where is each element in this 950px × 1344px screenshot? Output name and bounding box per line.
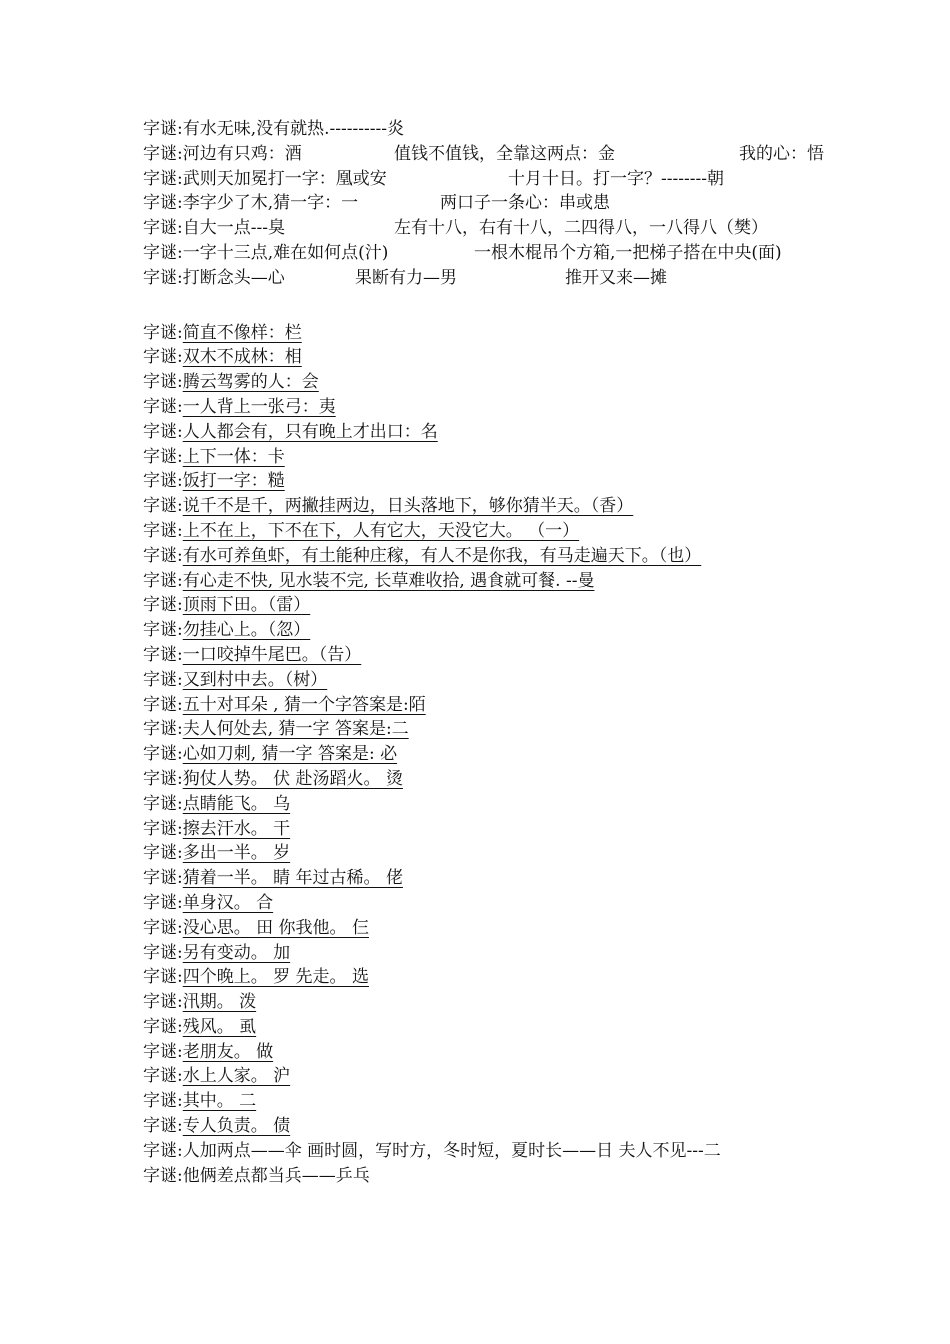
riddle-answer-text: 残风。 虱 [182,1016,257,1037]
riddle-prefix: 字谜: [143,620,183,641]
riddle-text: 推开又来—摊 [565,267,667,288]
riddle-answer-text: 老朋友。 做 [182,1041,274,1062]
riddle-line [143,1089,863,1114]
riddle-prefix: 字谜: [143,1066,183,1087]
riddle-text: 字谜:李字少了木,猜一字：一 [143,193,359,214]
riddle-answer-text: 人人都会有，只有晚上才出口：名 [182,421,438,442]
riddle-text: 字谜:他俩差点都当兵——乒乓 [143,1165,370,1186]
riddle-line [143,420,863,445]
riddle-prefix: 字谜: [143,967,183,988]
riddle-line [143,891,863,916]
riddle-text: 字谜:一字十三点,难在如何点(汁) [143,242,389,263]
riddle-line [143,519,863,544]
riddle-line [143,266,863,291]
riddle-line [143,841,863,866]
riddle-answer-text: 有水可养鱼虾，有土能种庄稼，有人不是你我，有马走遍天下。（也） [182,545,702,566]
riddle-line [143,191,863,216]
riddle-line [143,1114,863,1139]
riddle-line [143,916,863,941]
riddle-text: 字谜:自大一点---臭 [143,218,285,239]
riddle-answer-text: 简直不像样：栏 [182,322,302,343]
riddle-prefix: 字谜: [143,347,183,368]
riddle-answer-text: 专人负责。 债 [182,1116,291,1137]
riddle-line [143,668,863,693]
riddle-prefix: 字谜: [143,322,183,343]
riddle-answer-text: 双木不成林：相 [182,347,302,368]
riddle-line [143,370,863,395]
riddle-answer-text: 四个晚上。 罗 先走。 选 [182,967,369,988]
riddle-prefix: 字谜: [143,669,183,690]
riddle-line [143,643,863,668]
riddle-text: 左有十八，右有十八，二四得八，一八得八（樊） [394,218,768,239]
riddle-answer-text: 勿挂心上。（忽） [182,620,311,641]
riddle-line [143,593,863,618]
riddle-prefix: 字谜: [143,1116,183,1137]
riddle-prefix: 字谜: [143,868,183,889]
riddle-text: 我的心：悟 [739,143,824,164]
riddle-prefix: 字谜: [143,793,183,814]
riddle-prefix: 字谜: [143,471,183,492]
riddle-prefix: 字谜: [143,1041,183,1062]
riddle-prefix: 字谜: [143,942,183,963]
riddle-line [143,142,863,167]
riddle-line [143,544,863,569]
riddle-prefix: 字谜: [143,421,183,442]
riddle-text: 字谜:武则天加冕打一字：凰或安 [143,168,387,189]
riddle-text: 字谜:人加两点——伞 画时圆，写时方，冬时短，夏时长——日 夫人不见---二 [143,1140,721,1161]
riddle-line [143,569,863,594]
riddle-line [143,767,863,792]
riddle-line [143,1015,863,1040]
riddle-prefix: 字谜: [143,744,183,765]
riddle-line [143,693,863,718]
riddle-answer-text: 狗仗人势。 伏 赴汤蹈火。 烫 [182,768,403,789]
riddle-answer-text: 顶雨下田。（雷） [182,595,311,616]
riddle-answer-text: 五十对耳朵 , 猜一个字答案是:陌 [182,694,426,715]
riddle-prefix: 字谜: [143,1016,183,1037]
riddle-answer-text: 另有变动。 加 [182,942,291,963]
riddle-text: 字谜:打断念头—心 [143,267,285,288]
riddle-answer-text: 汛期。 泼 [182,992,257,1013]
riddle-list [143,117,863,1188]
riddle-line [143,866,863,891]
riddle-text: 果断有力—男 [355,267,457,288]
riddle-prefix: 字谜: [143,570,183,591]
riddle-answer-text: 单身汉。 合 [182,892,274,913]
riddle-prefix: 字谜: [143,545,183,566]
riddle-line [143,990,863,1015]
riddle-line [143,1139,863,1164]
riddle-answer-text: 心如刀刺, 猜一字 答案是: 必 [182,744,398,765]
riddle-answer-text: 一人背上一张弓：夷 [182,396,336,417]
riddle-prefix: 字谜: [143,694,183,715]
riddle-answer-text: 一口咬掉牛尾巴。（告） [182,644,362,665]
riddle-prefix: 字谜: [143,520,183,541]
riddle-answer-text: 其中。 二 [182,1091,257,1112]
riddle-line [143,742,863,767]
riddle-text: 十月十日。打一字？--------朝 [508,168,724,189]
riddle-line [143,965,863,990]
riddle-line [143,941,863,966]
riddle-prefix: 字谜: [143,396,183,417]
riddle-answer-text: 又到村中去。（树） [182,669,328,690]
riddle-text: 值钱不值钱，全靠这两点：金 [394,143,615,164]
riddle-line [143,117,863,142]
riddle-prefix: 字谜: [143,644,183,665]
riddle-answer-text: 猜着一半。 睛 年过古稀。 佬 [182,868,403,889]
riddle-text: 一根木棍吊个方箱,一把梯子搭在中央(面) [474,242,782,263]
riddle-answer-text: 有心走不快, 见水装不完, 长草难收拾, 遇食就可餐. --曼 [182,570,595,591]
riddle-line [143,216,863,241]
riddle-block [143,321,863,1139]
riddle-answer-text: 上下一体：卡 [182,446,285,467]
riddle-line [143,618,863,643]
riddle-prefix: 字谜: [143,917,183,938]
riddle-answer-text: 水上人家。 沪 [182,1066,291,1087]
riddle-prefix: 字谜: [143,446,183,467]
riddle-answer-text: 点睛能飞。 乌 [182,793,291,814]
riddle-prefix: 字谜: [143,372,183,393]
riddle-line [143,445,863,470]
riddle-line [143,792,863,817]
riddle-prefix: 字谜: [143,992,183,1013]
riddle-prefix: 字谜: [143,595,183,616]
riddle-line [143,241,863,266]
riddle-answer-text: 腾云驾雾的人：会 [182,372,319,393]
riddle-line [143,321,863,346]
riddle-line [143,1064,863,1089]
riddle-prefix: 字谜: [143,818,183,839]
riddle-text: 两口子一条心：串或患 [440,193,610,214]
riddle-answer-text: 多出一半。 岁 [182,843,291,864]
riddle-line [143,395,863,420]
riddle-text: 字谜:河边有只鸡：酒 [143,143,302,164]
riddle-answer-text: 擦去汗水。 干 [182,818,291,839]
riddle-answer-text: 没心思。 田 你我他。 仨 [182,917,369,938]
riddle-line [143,1164,863,1189]
riddle-text: 字谜:有水无味,没有就热.----------炎 [143,119,404,139]
riddle-line [143,717,863,742]
riddle-line [143,494,863,519]
riddle-prefix: 字谜: [143,843,183,864]
riddle-answer-text: 饭打一字：糙 [182,471,285,492]
riddle-line [143,1040,863,1065]
riddle-line [143,167,863,192]
riddle-prefix: 字谜: [143,719,183,740]
riddle-answer-text: 上不在上，下不在下，人有它大，天没它大。 （一） [182,520,580,541]
riddle-prefix: 字谜: [143,892,183,913]
riddle-line [143,469,863,494]
riddle-answer-text: 说千不是千，两撇挂两边，日头落地下，够你猜半天。（香） [182,496,634,517]
riddle-answer-text: 夫人何处去, 猜一字 答案是:二 [182,719,409,740]
riddle-prefix: 字谜: [143,768,183,789]
riddle-prefix: 字谜: [143,1091,183,1112]
riddle-prefix: 字谜: [143,496,183,517]
section-gap [143,291,863,321]
riddle-line [143,817,863,842]
riddle-line [143,345,863,370]
